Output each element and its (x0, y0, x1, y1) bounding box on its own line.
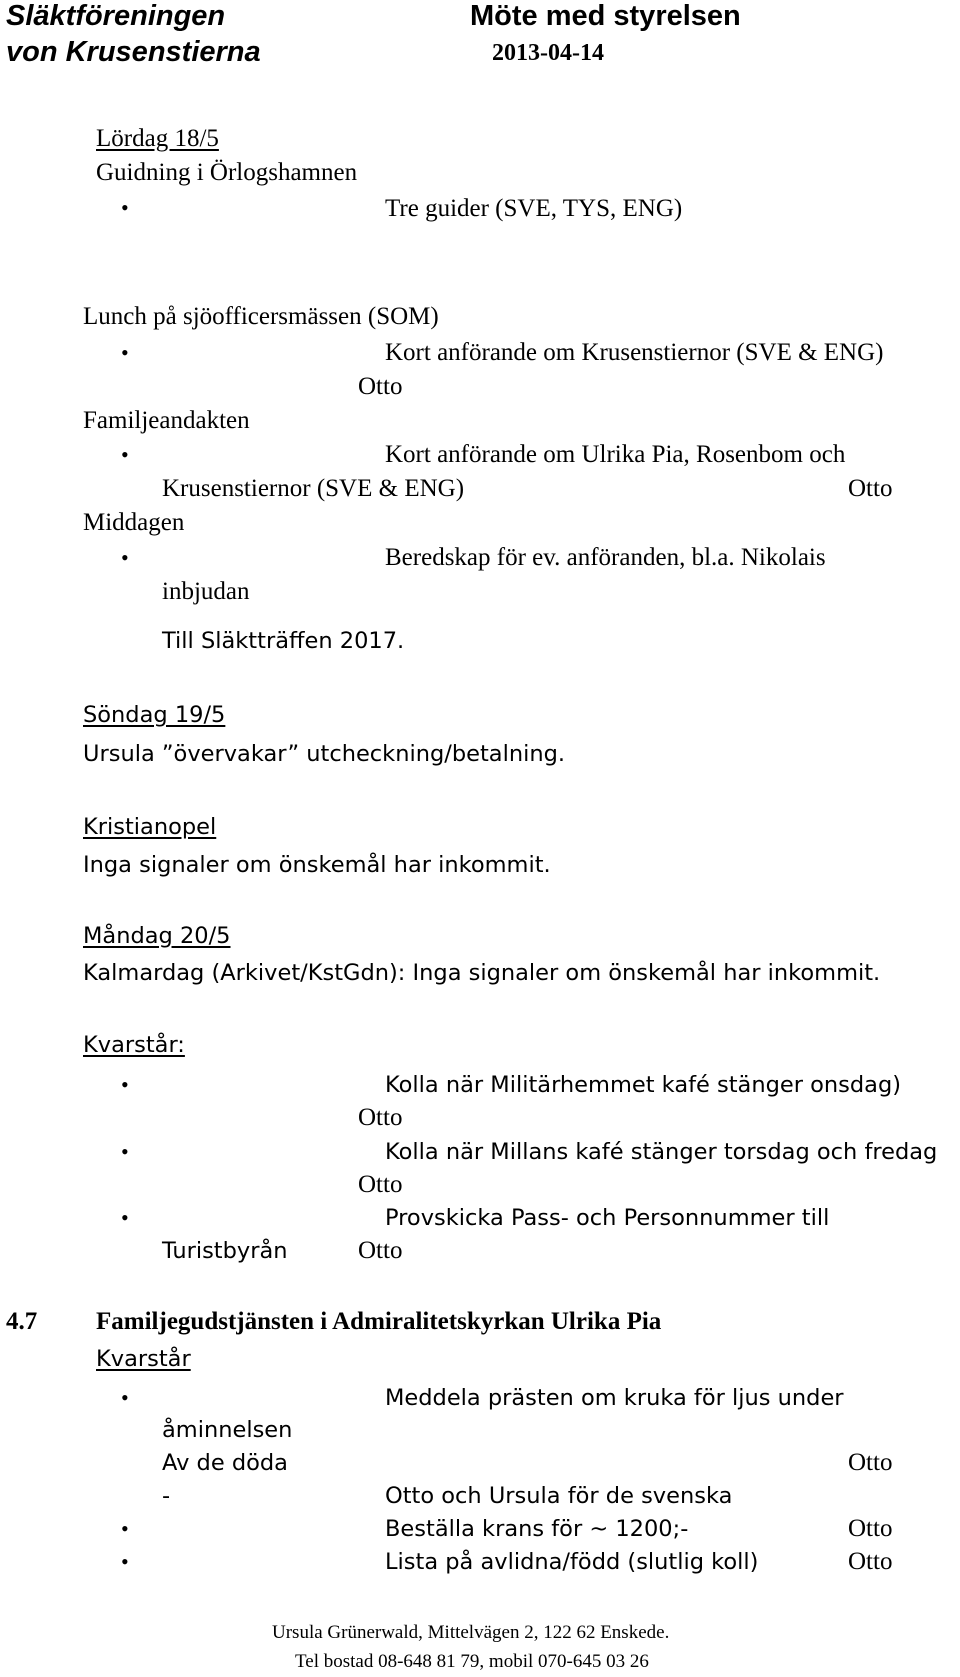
text-dinner: Middagen (83, 509, 185, 536)
bullet-icon: • (121, 1139, 129, 1164)
text-prep-line2: inbjudan (162, 578, 250, 605)
heading-kvarstar-47: Kvarstår (96, 1346, 191, 1372)
text-kvarstar-item3-line1: Provskicka Pass- och Personnummer till (385, 1205, 830, 1231)
text-speech1: Kort anförande om Krusenstiernor (SVE & ENG) (385, 339, 884, 366)
footer-phone: Tel bostad 08-648 81 79, mobil 070-645 03 26 (295, 1651, 649, 1672)
bullet-icon: • (121, 1516, 129, 1541)
text-mandag: Kalmardag (Arkivet/KstGdn): Inga signaler om önskemål har inkommit. (83, 960, 881, 986)
bullet-icon: • (121, 195, 129, 220)
text-47-dash: Otto och Ursula för de svenska (385, 1483, 733, 1509)
bullet-icon: • (121, 1549, 129, 1574)
heading-sondag: Söndag 19/5 (83, 702, 226, 728)
text-47-item1-who: Otto (848, 1449, 893, 1476)
org-name-line1: Släktföreningen (6, 0, 226, 32)
dash-marker: - (162, 1483, 171, 1509)
text-guides: Tre guider (SVE, TYS, ENG) (385, 195, 683, 222)
heading-mandag: Måndag 20/5 (83, 923, 231, 949)
bullet-icon: • (121, 545, 129, 570)
text-prep-line1: Beredskap för ev. anföranden, bl.a. Nikolais (385, 544, 826, 571)
text-47-item1-line3: Av de döda (162, 1450, 288, 1476)
text-47-item1-line2: åminnelsen (162, 1417, 293, 1443)
text-kvarstar-item3-line2: Turistbyrån (162, 1238, 288, 1264)
text-speech2-line1: Kort anförande om Ulrika Pia, Rosenbom och (385, 441, 846, 468)
text-kristianopel: Inga signaler om önskemål har inkommit. (83, 852, 551, 878)
text-47-item3-who: Otto (848, 1548, 893, 1575)
text-47-item2: Beställa krans för ~ 1200;- (385, 1516, 689, 1542)
bullet-icon: • (121, 1205, 129, 1230)
text-kvarstar-item2-who: Otto (358, 1171, 403, 1198)
bullet-icon: • (121, 442, 129, 467)
text-speech1-who: Otto (358, 373, 403, 400)
text-47-item2-who: Otto (848, 1515, 893, 1542)
text-prep-line3: Till Släktträffen 2017. (162, 628, 405, 654)
text-lunch: Lunch på sjöofficersmässen (SOM) (83, 303, 439, 330)
text-47-item3: Lista på avlidna/född (slutlig koll) (385, 1549, 759, 1575)
text-sondag: Ursula ”övervakar” utcheckning/betalning. (83, 741, 566, 767)
heading-kvarstar: Kvarstår: (83, 1032, 185, 1058)
text-kvarstar-item1-who: Otto (358, 1104, 403, 1131)
bullet-icon: • (121, 340, 129, 365)
bullet-icon: • (121, 1385, 129, 1410)
text-family-devotion: Familjeandakten (83, 407, 250, 434)
heading-kristianopel: Kristianopel (83, 814, 217, 840)
text-kvarstar-item1: Kolla när Militärhemmet kafé stänger onsdag) (385, 1072, 902, 1098)
footer-address: Ursula Grünerwald, Mittelvägen 2, 122 62 Enskede. (272, 1622, 670, 1643)
text-kvarstar-item3-who: Otto (358, 1237, 403, 1264)
heading-lordag: Lördag 18/5 (96, 125, 219, 152)
text-47-item1-line1: Meddela prästen om kruka för ljus under (385, 1385, 844, 1411)
meeting-title: Möte med styrelsen (470, 0, 741, 32)
text-speech2-who: Otto (848, 475, 893, 502)
text-kvarstar-item2: Kolla när Millans kafé stänger torsdag och fredag (385, 1139, 938, 1165)
text-speech2-line2: Krusenstiernor (SVE & ENG) (162, 475, 465, 502)
org-name-line2: von Krusenstierna (6, 36, 261, 68)
section-title: Familjegudstjänsten i Admiralitetskyrkan Ulrika Pia (96, 1308, 662, 1335)
text-guiding: Guidning i Örlogshamnen (96, 159, 358, 186)
section-number: 4.7 (6, 1308, 38, 1335)
bullet-icon: • (121, 1072, 129, 1097)
meeting-date: 2013-04-14 (492, 40, 604, 66)
